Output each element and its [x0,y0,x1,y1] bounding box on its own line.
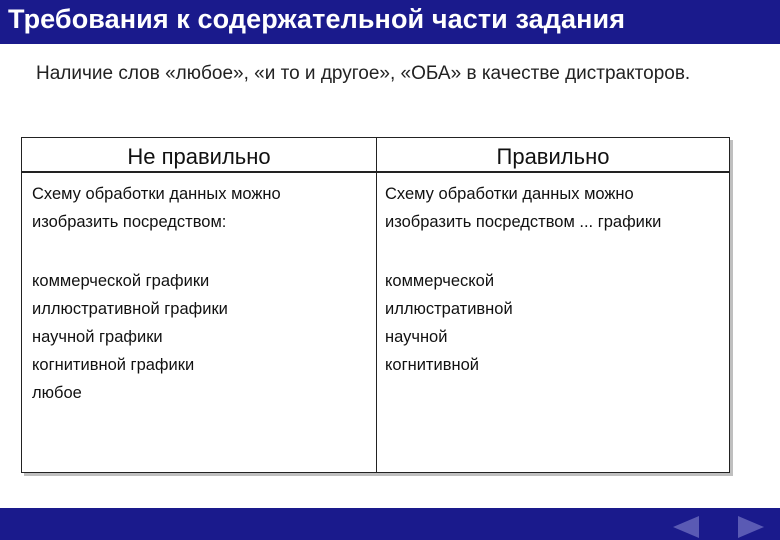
option-item: научной [385,328,448,346]
header-right: Правильно [496,144,610,169]
option-item: когнитивной графики [32,356,195,374]
cell-line: Схему обработки данных можно [32,185,281,203]
cell-right-stem [385,180,725,236]
slide-title: Требования к содержательной части задания [8,4,626,34]
cell-line: Схему обработки данных можно [385,185,634,203]
footer-bar [0,508,780,540]
title-bar [0,0,780,44]
cell-line: изобразить посредством ... графики [385,213,662,231]
intro-text: Наличие слов «любое», «и то и другое», «ОБА» в качестве дистракторов. [36,63,691,84]
cell-wrong-options [32,267,372,407]
option-item: коммерческой [385,272,495,290]
option-item: коммерческой графики [32,272,210,290]
cell-wrong-stem [32,180,372,236]
header-wrong: Не правильно [127,144,271,169]
cell-right-options [385,267,725,379]
triangle-left-icon[interactable] [673,516,699,538]
cell-line: изобразить посредством: [32,213,227,231]
column-divider [376,138,377,472]
option-item: научной графики [32,328,163,346]
option-item: иллюстративной [385,300,513,318]
option-item: иллюстративной графики [32,300,228,318]
header-rule [22,171,729,173]
option-item: когнитивной [385,356,479,374]
triangle-right-icon[interactable] [738,516,764,538]
comparison-table [21,137,730,473]
option-item: любое [32,384,82,402]
